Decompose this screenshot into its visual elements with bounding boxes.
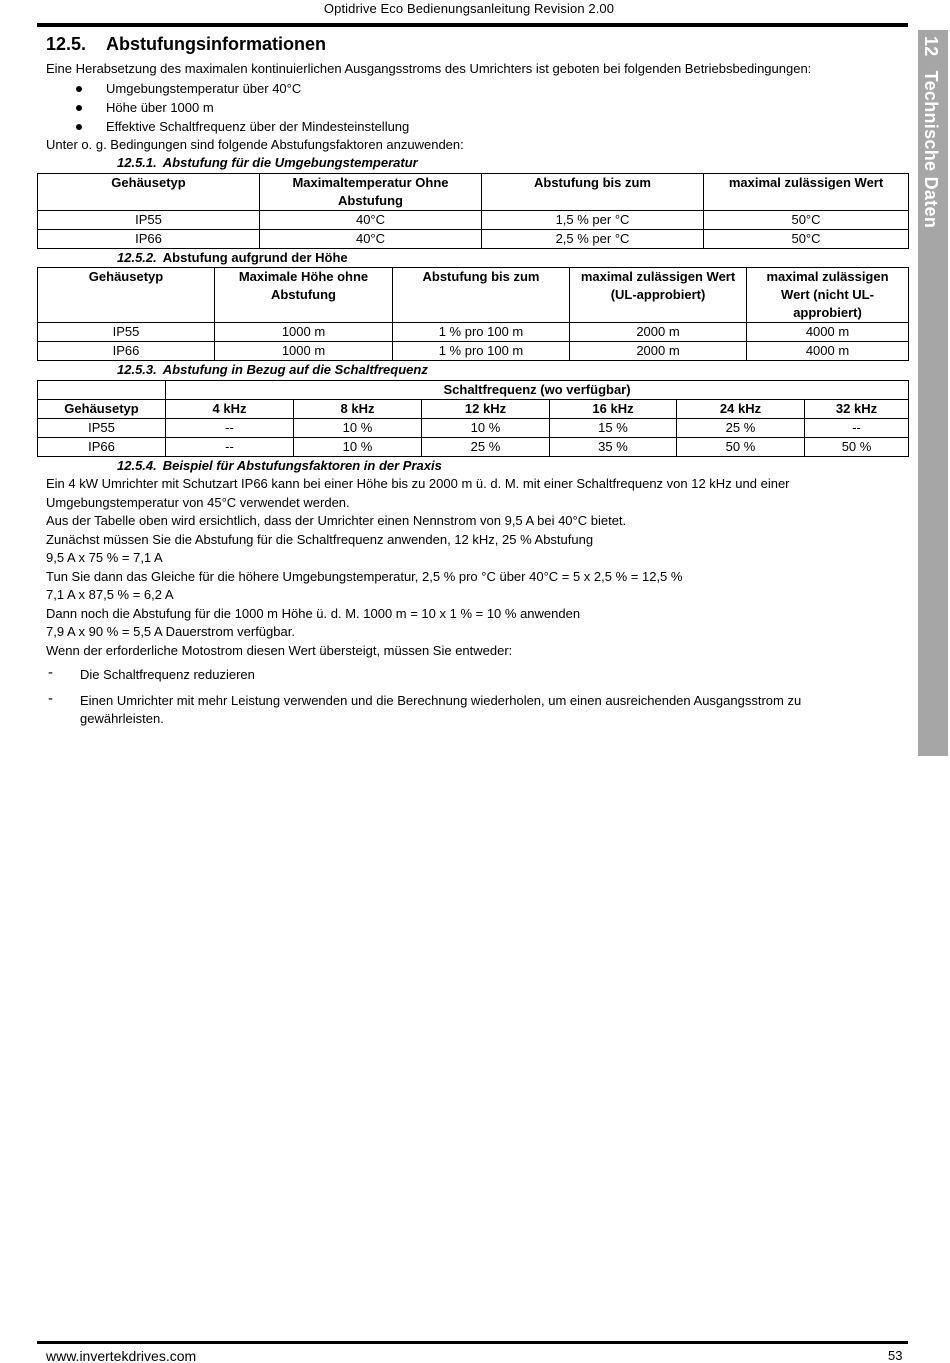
page-number: 53 <box>888 1348 903 1363</box>
header-cell: maximal zulässigen Wert (UL-approbiert) <box>570 268 747 323</box>
header-cell: 8 kHz <box>294 399 422 418</box>
running-header: Optidrive Eco Bedienungsanleitung Revision 2.00 <box>323 1 615 16</box>
calculation-line: 9,5 A x 75 % = 7,1 A <box>46 550 163 565</box>
header-cell: Gehäusetyp <box>38 173 260 210</box>
footer-rule <box>37 1341 908 1344</box>
table-cell: 1 % pro 100 m <box>393 323 570 342</box>
table-cell: IP55 <box>38 418 166 437</box>
table-cell: 2000 m <box>570 323 747 342</box>
table-cell: 1 % pro 100 m <box>393 342 570 361</box>
header-cell: Abstufung bis zum <box>482 173 704 210</box>
header-cell: maximal zulässigen Wert <box>704 173 909 210</box>
subsection-number: 12.5.3. <box>117 362 157 377</box>
conditions-list <box>46 79 908 136</box>
condition-item: Umgebungstemperatur über 40°C <box>46 79 908 98</box>
table-cell: 50 % <box>805 437 909 456</box>
subsection-number: 12.5.2. <box>117 249 157 265</box>
table-cell: 2,5 % per °C <box>482 229 704 248</box>
example-line: Aus der Tabelle oben wird ersichtlich, dass der Umrichter einen Nennstrom von 9,5 A bei 40°C bietet. <box>46 513 627 528</box>
options-list <box>46 666 908 729</box>
table-row <box>38 229 909 248</box>
section-title: Abstufungsinformationen <box>106 34 326 54</box>
table-cell: IP66 <box>38 229 260 248</box>
table-cell: 50°C <box>704 229 909 248</box>
table-row <box>38 323 909 342</box>
table-row <box>38 437 909 456</box>
table-cell: 4000 m <box>747 342 909 361</box>
table-cell: IP66 <box>38 437 166 456</box>
table-cell: 25 % <box>422 437 550 456</box>
condition-item: Höhe über 1000 m <box>46 98 908 117</box>
table-cell: 1000 m <box>215 323 393 342</box>
chapter-side-tab <box>918 30 948 756</box>
table-cell: 2000 m <box>570 342 747 361</box>
table-cell: 40°C <box>260 210 482 229</box>
calculation-line: 7,9 A x 90 % = 5,5 A Dauerstrom verfügbar. <box>46 624 295 639</box>
example-line: Dann noch die Abstufung für die 1000 m Höhe ü. d. M. 1000 m = 10 x 1 % = 10 % anwenden <box>46 605 581 621</box>
header-cell: Maximale Höhe ohne Abstufung <box>215 268 393 323</box>
subsection-heading-altitude <box>46 249 908 268</box>
page-content <box>46 32 908 736</box>
example-line: Tun Sie dann das Gleiche für die höhere Umgebungstemperatur, 2,5 % pro °C über 40°C = 5 x 2,5 % = 12,5 % <box>46 568 683 584</box>
table-cell: 50°C <box>704 210 909 229</box>
subsection-title: Abstufung aufgrund der Höhe <box>162 249 348 265</box>
table-header-row <box>38 173 909 210</box>
option-item: - Einen Umrichter mit mehr Leistung verwenden und die Berechnung wiederholen, um einen ausreichenden Ausgangsstrom zu gewährleisten. <box>46 692 860 729</box>
table-cell: IP66 <box>38 342 215 361</box>
table-group-header-row <box>38 380 909 399</box>
temperature-derating-table <box>37 173 909 249</box>
table-cell: 10 % <box>422 418 550 437</box>
table-row <box>38 418 909 437</box>
header-cell: 32 kHz <box>805 399 909 418</box>
intro-paragraph: Eine Herabsetzung des maximalen kontinuierlichen Ausgangsstroms des Umrichters ist geboten bei folgenden Betriebsbedingungen: <box>46 61 812 76</box>
header-cell: maximal zulässigen Wert (nicht UL-approbiert) <box>747 268 909 323</box>
calculation-line: 7,1 A x 87,5 % = 6,2 A <box>46 587 174 602</box>
table-cell: 4000 m <box>747 323 909 342</box>
table-cell: 15 % <box>550 418 677 437</box>
table-cell: 50 % <box>677 437 805 456</box>
header-rule <box>37 23 908 27</box>
subsection-heading-frequency <box>46 361 908 380</box>
table-row <box>38 342 909 361</box>
table-row <box>38 210 909 229</box>
subsection-number: 12.5.4. <box>117 457 157 473</box>
subsection-title: Abstufung in Bezug auf die Schaltfrequenz <box>162 362 428 377</box>
section-heading <box>46 32 908 56</box>
table-cell: -- <box>166 437 294 456</box>
empty-header-cell <box>38 380 166 399</box>
subsection-number: 12.5.1. <box>117 155 157 170</box>
table-cell: 10 % <box>294 418 422 437</box>
header-cell: 24 kHz <box>677 399 805 418</box>
chapter-label: Technische Daten <box>921 70 941 229</box>
example-line: Zunächst müssen Sie die Abstufung für die Schaltfrequenz anwenden, 12 kHz, 25 % Abstufung <box>46 531 594 547</box>
altitude-derating-table <box>37 267 909 361</box>
table-cell: IP55 <box>38 323 215 342</box>
header-cell: 4 kHz <box>166 399 294 418</box>
footer-website: www.invertekdrives.com <box>46 1348 197 1363</box>
table-cell: 1,5 % per °C <box>482 210 704 229</box>
table-header-row <box>38 399 909 418</box>
example-line: Wenn der erforderliche Motostrom diesen Wert übersteigt, müssen Sie entweder: <box>46 642 513 658</box>
header-cell: Gehäusetyp <box>38 268 215 323</box>
header-cell: Maximaltemperatur Ohne Abstufung <box>260 173 482 210</box>
table-cell: -- <box>166 418 294 437</box>
frequency-derating-table <box>37 380 909 457</box>
table-cell: 35 % <box>550 437 677 456</box>
subsection-title: Beispiel für Abstufungsfaktoren in der Praxis <box>162 457 442 473</box>
header-cell: Gehäusetyp <box>38 399 166 418</box>
header-cell: 12 kHz <box>422 399 550 418</box>
example-paragraph: Ein 4 kW Umrichter mit Schutzart IP66 kann bei einer Höhe bis zu 2000 m ü. d. M. mit einer Schaltfrequenz von 12 kHz und einer Umgebungstemperatur von 45°C verwendet werden. <box>46 476 790 510</box>
condition-item: Effektive Schaltfrequenz über der Mindesteinstellung <box>46 117 908 136</box>
table-header-row <box>38 268 909 323</box>
section-number: 12.5. <box>46 34 87 54</box>
subsection-heading-temperature <box>46 154 908 173</box>
header-cell: Abstufung bis zum <box>393 268 570 323</box>
table-cell: IP55 <box>38 210 260 229</box>
group-header-cell: Schaltfrequenz (wo verfügbar) <box>166 380 909 399</box>
table-cell: 1000 m <box>215 342 393 361</box>
table-cell: 10 % <box>294 437 422 456</box>
table-cell: -- <box>805 418 909 437</box>
chapter-tab-text <box>920 36 941 228</box>
subsection-heading-example <box>46 457 908 476</box>
subsection-title: Abstufung für die Umgebungstemperatur <box>162 155 418 170</box>
header-cell: 16 kHz <box>550 399 677 418</box>
table-cell: 40°C <box>260 229 482 248</box>
option-item: - Die Schaltfrequenz reduzieren <box>46 666 908 685</box>
chapter-number: 12 <box>921 36 941 57</box>
table-cell: 25 % <box>677 418 805 437</box>
lead-paragraph: Unter o. g. Bedingungen sind folgende Abstufungsfaktoren anzuwenden: <box>46 136 464 152</box>
